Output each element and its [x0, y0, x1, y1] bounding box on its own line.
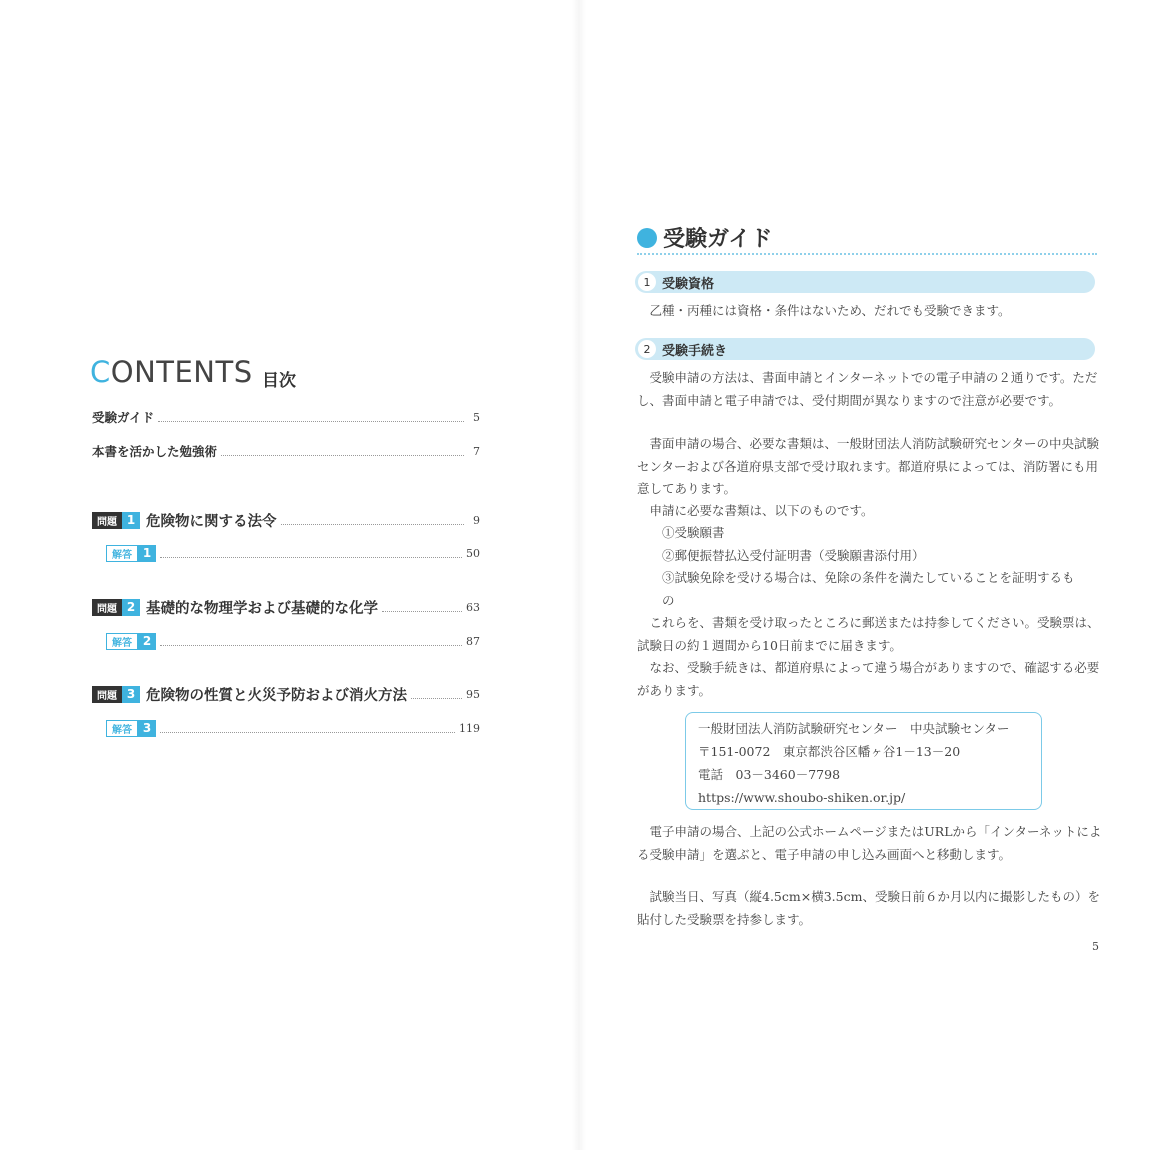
toc-answer-2[interactable]	[92, 630, 480, 652]
toc-entry-study[interactable]	[92, 440, 480, 462]
toc-chapter-2[interactable]	[92, 596, 480, 618]
leader-dots	[160, 557, 462, 558]
leader-dots	[411, 698, 462, 699]
bullet-circle-icon	[637, 228, 657, 248]
paragraph-4: これらを、書類を受け取ったところに郵送または持参してください。受験票は、試験日の約１週間から10日前までに届きます。	[637, 615, 1100, 653]
chapter-title: 危険物に関する法令	[146, 513, 277, 530]
question-tag-label: 問題	[92, 512, 122, 529]
contents-subtitle: 目次	[262, 371, 296, 391]
answer-page: 119	[459, 721, 480, 735]
list-item-3: ③試験免除を受ける場合は、免除の条件を満たしていることを証明するもの	[662, 570, 1075, 608]
answer-tag-number: 1	[138, 545, 156, 562]
org-name: 一般財団法人消防試験研究センター 中央試験センター	[698, 721, 1010, 736]
leader-dots	[160, 732, 455, 733]
question-tag	[92, 599, 140, 616]
paragraph-2: 書面申請の場合、必要な書類は、一般財団法人消防試験研究センターの中央試験センターおよび各道府県支部で受け取れます。都道府県によっては、消防署にも用意してあります。	[637, 436, 1100, 496]
org-url[interactable]: https://www.shoubo-shiken.or.jp/	[698, 790, 906, 805]
contents-heading	[90, 355, 253, 389]
paragraph-5: なお、受験手続きは、都道府県によって違う場合がありますので、確認する必要があります。	[637, 660, 1100, 698]
contents-heading-rest: ONTENTS	[110, 355, 253, 389]
paragraph-6: 電子申請の場合、上記の公式ホームページまたはURLから「インターネットによる受験申請」を選ぶと、電子申請の申し込み画面へと移動します。	[637, 824, 1102, 862]
toc-entry-label: 本書を活かした勉強術	[92, 444, 218, 459]
answer-page: 50	[466, 546, 480, 560]
question-tag-label: 問題	[92, 599, 122, 616]
page-number: 5	[1092, 940, 1099, 953]
answer-tag-number: 2	[138, 633, 156, 650]
org-phone: 電話 03－3460－7798	[698, 767, 841, 782]
answer-page: 87	[466, 634, 480, 648]
answer-tag-label: 解答	[106, 545, 138, 562]
section-label: 受験資格	[662, 276, 715, 292]
toc-entry-page: 5	[473, 410, 480, 424]
answer-tag-number: 3	[138, 720, 156, 737]
answer-tag	[106, 545, 156, 562]
toc-answer-1[interactable]	[92, 542, 480, 564]
answer-tag-label: 解答	[106, 720, 138, 737]
chapter-title: 基礎的な物理学および基礎的な化学	[146, 600, 378, 617]
toc-entry-label: 受験ガイド	[92, 410, 155, 425]
list-item-2: ②郵便振替払込受付証明書（受験願書添付用）	[662, 548, 925, 563]
guide-heading	[637, 222, 772, 253]
question-tag-number: 3	[122, 686, 140, 703]
question-tag	[92, 686, 140, 703]
answer-tag	[106, 720, 156, 737]
chapter-page: 63	[466, 600, 480, 614]
section-bar-procedure	[635, 338, 1095, 360]
question-tag-number: 2	[122, 599, 140, 616]
question-tag-label: 問題	[92, 686, 122, 703]
org-address: 〒151-0072 東京都渋谷区幡ヶ谷1－13－20	[698, 744, 961, 759]
chapter-page: 95	[466, 687, 480, 701]
leader-dots	[382, 611, 462, 612]
contents-heading-initial: C	[90, 355, 111, 389]
leader-dots	[221, 455, 464, 456]
section-number: 1	[638, 273, 656, 291]
section-1-text: 乙種・丙種には資格・条件はないため、だれでも受験できます。	[649, 303, 1011, 318]
chapter-title: 危険物の性質と火災予防および消火方法	[146, 687, 407, 704]
question-tag	[92, 512, 140, 529]
question-tag-number: 1	[122, 512, 140, 529]
leader-dots	[158, 421, 464, 422]
chapter-page: 9	[473, 513, 480, 527]
list-item-1: ①受験願書	[662, 525, 725, 540]
toc-entry-page: 7	[473, 444, 480, 458]
leader-dots	[281, 524, 465, 525]
answer-tag	[106, 633, 156, 650]
right-page	[575, 0, 1150, 1150]
guide-title: 受験ガイド	[663, 227, 773, 252]
paragraph-1: 受験申請の方法は、書面申請とインターネットでの電子申請の２通りです。ただし、書面申請と電子申請では、受付期間が異なりますので注意が必要です。	[637, 370, 1098, 408]
answer-tag-label: 解答	[106, 633, 138, 650]
toc-chapter-1[interactable]	[92, 509, 480, 531]
toc-chapter-3[interactable]	[92, 683, 480, 705]
section-bar-qualification	[635, 271, 1095, 293]
dotted-divider	[637, 253, 1097, 255]
leader-dots	[160, 645, 462, 646]
toc-entry-guide[interactable]	[92, 406, 480, 428]
paragraph-3: 申請に必要な書類は、以下のものです。	[649, 503, 874, 518]
contact-info-box	[685, 712, 1042, 810]
section-label: 受験手続き	[662, 343, 728, 359]
toc-answer-3[interactable]	[92, 717, 480, 739]
section-number: 2	[638, 340, 656, 358]
paragraph-7: 試験当日、写真（縦4.5cm×横3.5cm、受験日前６か月以内に撮影したもの）を貼付した受験票を持参します。	[637, 889, 1100, 927]
